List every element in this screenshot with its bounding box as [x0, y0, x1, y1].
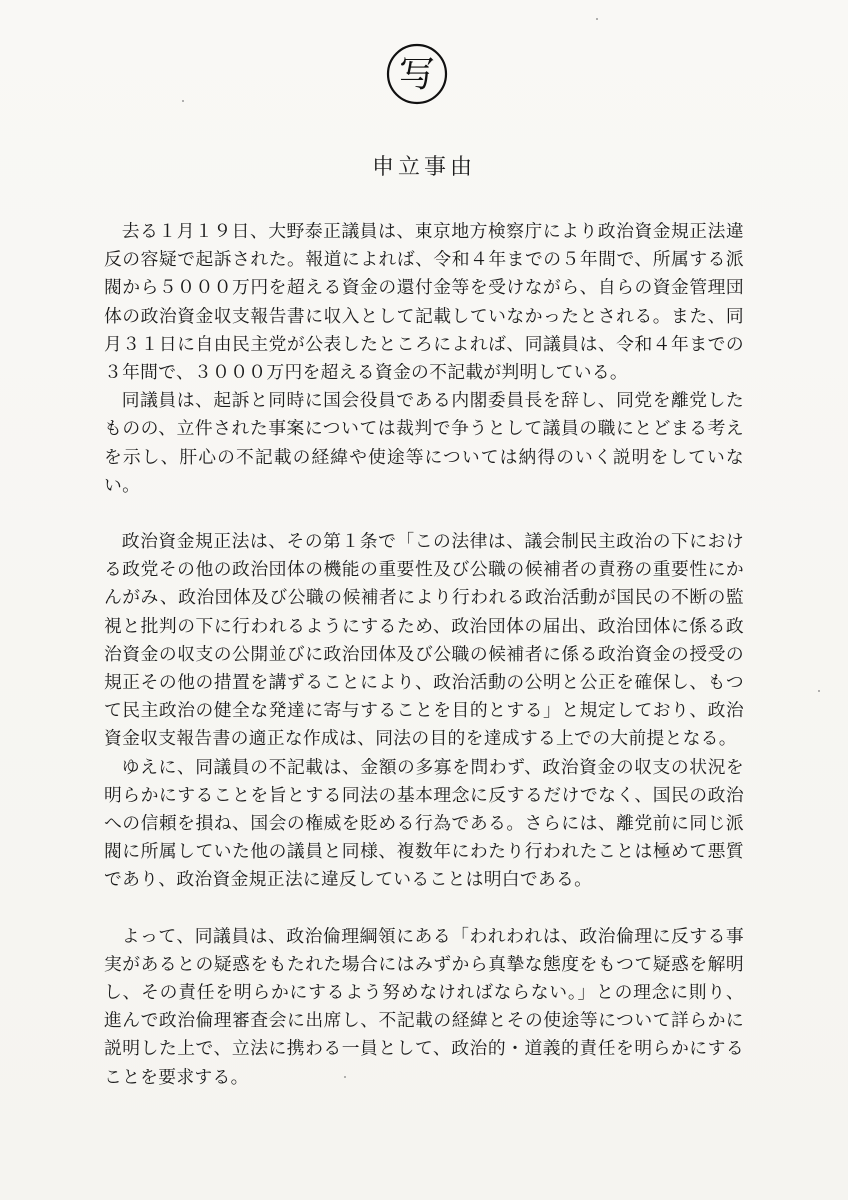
paper-speck: [596, 18, 598, 20]
paper-speck: [182, 100, 184, 102]
paper-speck: [344, 1076, 346, 1078]
copy-stamp: [385, 42, 449, 106]
paragraph-law-article: 政治資金規正法は、その第１条で「この法律は、議会制民主政治の下における政党その他の政治団体の機能の重要性及び公職の候補者の責務の重要性にかんがみ、政治団体及び公職の候補者により行われる政治活動が国民の不断の監視と批判の下に行われるようにするため、政治団体の届出、政治団体に係る政治資金の収支の公開並びに政治団体及び公職の候補者に係る政治資金の授受の規正その他の措置を講ずることにより、政治活動の公明と公正を確保し、もつて民主政治の健全な発達に寄与することを目的とする」と規定しており、政治資金収支報告書の適正な作成は、同法の目的を達成する上での大前提となる。: [104, 531, 744, 750]
paragraph-violation: ゆえに、同議員の不記載は、金額の多寡を問わず、政治資金の収支の状況を明らかにすることを旨とする同法の基本理念に反するだけでなく、国民の政治への信頼を損ね、国会の権威を貶める行為である。さらには、離党前に同じ派閥に所属していた他の議員と同様、複数年にわたり行われたことは極めて悪質であり、政治資金規正法に違反していることは明白である。: [104, 756, 744, 891]
document-body: [104, 218, 744, 1092]
paragraph-indictment: 去る１月１９日、大野泰正議員は、東京地方検察庁により政治資金規正法違反の容疑で起訴された。報道によれば、令和４年までの５年間で、所属する派閥から５０００万円を超える資金の還付金等を受けながら、自らの資金管理団体の政治資金収支報告書に収入として記載していなかったとされる。また、同月３１日に自由民主党が公表したところによれば、同議員は、令和４年までの３年間で、３０００万円を超える資金の不記載が判明している。: [104, 221, 745, 384]
paragraph-demand: よって、同議員は、政治倫理綱領にある「われわれは、政治倫理に反する事実があるとの疑惑をもたれた場合にはみずから真摯な態度をもつて疑惑を解明し、その責任を明らかにするよう努めなければならない。」との理念に則り、進んで政治倫理審査会に出席し、不記載の経緯とその使途等について詳らかに説明した上で、立法に携わる一員として、政治的・道義的責任を明らかにすることを要求する。: [104, 925, 744, 1088]
document-title: 申立事由: [371, 155, 476, 180]
paper-speck: [818, 690, 820, 692]
paragraph-no-explanation: 同議員は、起訴と同時に国会役員である内閣委員長を辞し、同党を離党したものの、立件された事案については裁判で争うとして議員の職にとどまる考えを示し、肝心の不記載の経緯や使途等については納得のいく説明をしていない。: [104, 390, 744, 496]
svg-text:写: 写: [398, 54, 436, 95]
